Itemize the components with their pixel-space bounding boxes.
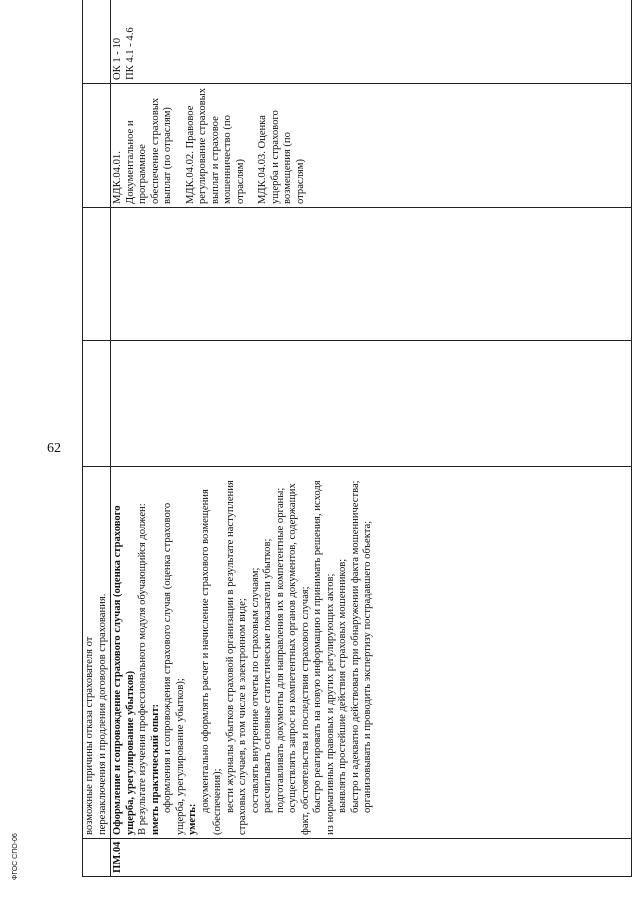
- competency-item: ОК 1 - 10: [112, 37, 123, 80]
- cell-code-empty: [83, 839, 111, 877]
- module-code: ПМ.04: [111, 839, 632, 877]
- skill-item: выявлять простейшие действия страховых мошенников;: [337, 558, 348, 813]
- skill-item: рассчитывать основные статистические показатели убытков;: [262, 538, 273, 813]
- rotated-table-container: [82, 27, 632, 877]
- mdk-item: МДК.04.03. Оценка ущерба и страхового возмещения (по отраслям): [257, 110, 306, 204]
- skills-label: уметь:: [187, 803, 198, 835]
- curriculum-table: [82, 0, 632, 877]
- module-title: Оформление и сопровождение страхового случая (оценка страхового ущерба, урегулирование убытков): [112, 505, 136, 835]
- page-number: 62: [47, 441, 61, 456]
- cell-empty: [83, 0, 111, 84]
- cell-continuation: [83, 467, 111, 839]
- module-description: [111, 467, 632, 839]
- cell-empty: [111, 208, 632, 341]
- skill-item: осуществлять запрос из компетентных органов документов, содержащих факт, обстоятельства и последствия страхового случая;: [287, 483, 311, 835]
- skill-item: вести журналы убытков страховой организации в результате наступления страховых случаев, в том числе в электронном виде;: [224, 480, 248, 835]
- practice-text: оформления и сопровождения страхового случая (оценка страхового ущерба, урегулирование убытков);: [162, 502, 186, 835]
- practice-label: иметь практический опыт:: [149, 703, 161, 835]
- skill-item: подготавливать документы для направления их в компетентные органы;: [274, 487, 286, 813]
- table-row-pm04: [111, 0, 632, 877]
- cell-empty: [111, 341, 632, 467]
- competencies: [111, 0, 632, 84]
- continuation-line-1: возможные причины отказа страхователя от: [84, 636, 95, 835]
- skill-item: быстро и адекватно действовать при обнаружении факта мошенничества;: [349, 480, 361, 813]
- skill-item: быстро реагировать на новую информацию и принимать решения, исходя из нормативных правовых и других регулирующих актов;: [312, 480, 336, 835]
- competency-item: ПК 4.1 - 4.6: [124, 27, 136, 80]
- cell-empty: [83, 341, 111, 467]
- cell-empty: [83, 84, 111, 208]
- module-intro: В результате изучения профессионального модуля обучающийся должен:: [137, 503, 148, 835]
- mdk-item: МДК.04.01. Документальное и программное обеспечение страховых выплат (по отраслям): [112, 97, 173, 204]
- skill-item: составлять внутренние отчеты по страховым случаям;: [249, 567, 261, 813]
- mdk-item: МДК.04.02. Правовое регулирование страховых выплат и страховое мошенничество (по отраслям): [184, 87, 246, 204]
- mdk-list: [111, 84, 632, 208]
- table-row-continuation: [83, 0, 111, 877]
- skill-item: документально оформлять расчет и начисление страхового возмещения (обеспечения);: [199, 489, 223, 835]
- cell-empty: [83, 208, 111, 341]
- footer-label: ФГОС СПО-06: [12, 833, 19, 880]
- continuation-line-2: перезаключения и продления договоров страхования.: [96, 593, 108, 835]
- skill-item: организовывать и проводить экспертизу пострадавшего объекта;: [362, 520, 373, 813]
